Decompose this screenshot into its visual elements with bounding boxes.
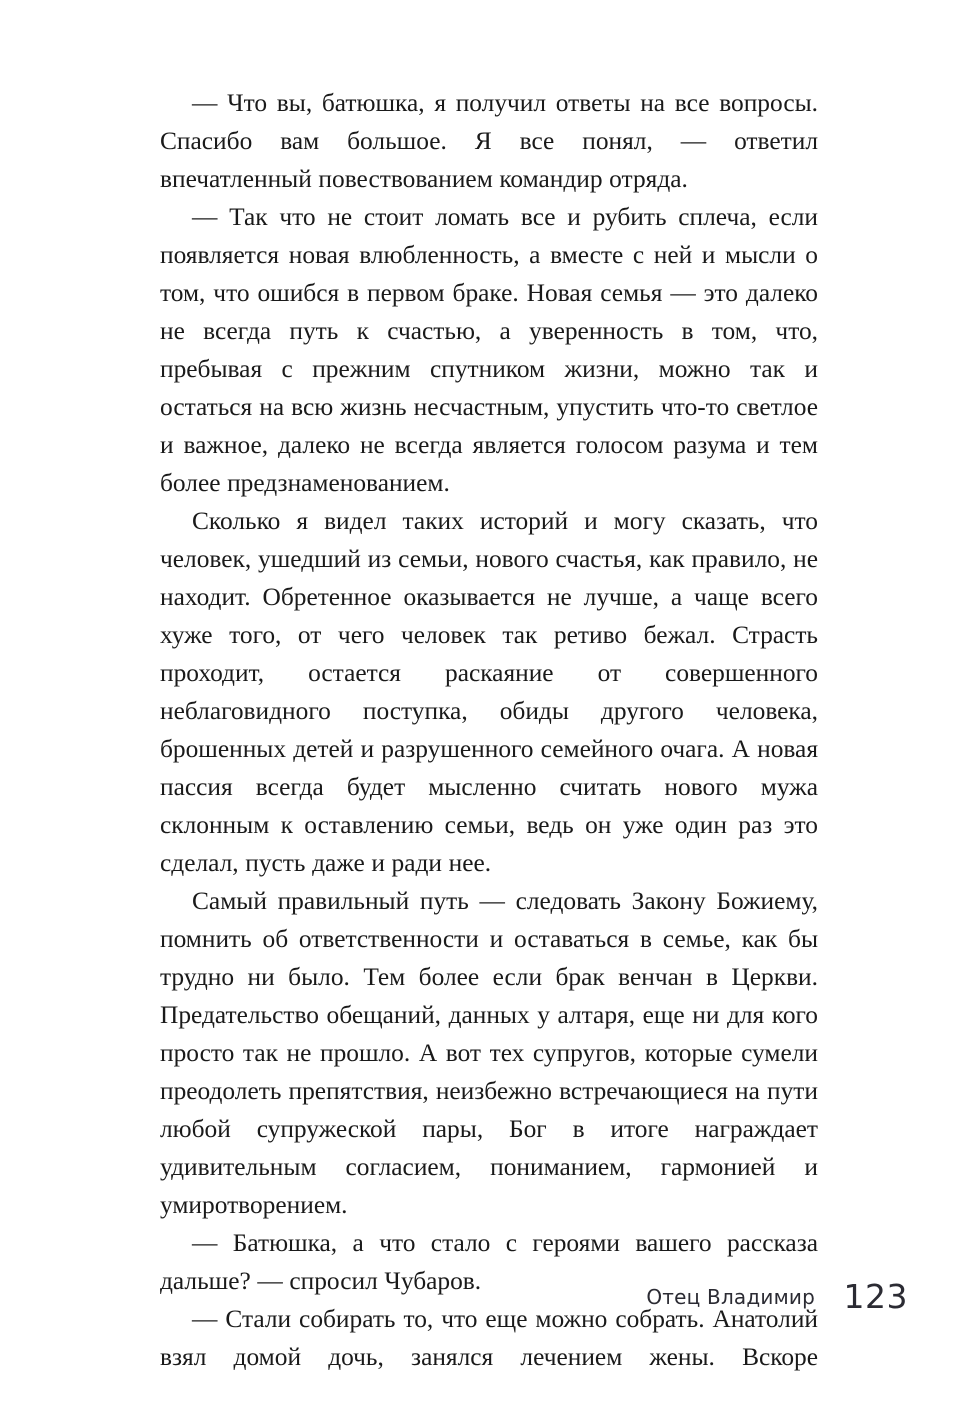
footer-author-name: Отец Владимир (646, 1285, 815, 1309)
paragraph: — Так что не стоит ломать все и рубить сплеча, если появляется новая влюбленность, а вместе с ней и мысли о том, что ошибся в первом браке. Новая семья — это далеко не всегда путь к счастью, а уверенность в том, что, пребывая с прежним спутником жизни, можно так и остаться на всю жизнь несчастным, упустить что-то светлое и важное, далеко не всегда является голосом разума и тем более предзнаменованием. (160, 203, 818, 497)
paragraph: — Батюшка, а что стало с героями вашего рассказа дальше? — спросил Чубаров. (160, 1229, 818, 1295)
paragraph: Самый правильный путь — следовать Закону Божиему, помнить об ответственности и оставаться в семье, как бы трудно ни было. Тем более если брак венчан в Церкви. Предательство обещаний, данных у алтаря, еще ни для кого просто так не прошло. А вот тех супругов, которые сумели преодолеть препятствия, неизбежно встречающиеся на пути любой супружеской пары, Бог в итоге награждает удивительным согласием, пониманием, гармонией и умиротворением. (160, 887, 818, 1219)
page-text-block (160, 84, 818, 1376)
paragraph: Сколько я видел таких историй и могу сказать, что человек, ушедший из семьи, нового счастья, как правило, не находит. Обретенное оказывается не лучше, а чаще всего хуже того, от чего человек так ретиво бежал. Страсть проходит, остается раскаяние от совершенного неблаговидного поступка, обиды другого человека, брошенных детей и разрушенного семейного очага. А новая пассия всегда будет мысленно считать нового мужа склонным к оставлению семьи, ведь он уже один раз это сделал, пусть даже и ради нее. (160, 507, 818, 877)
page-footer (0, 1277, 970, 1325)
page-number: 123 (843, 1277, 908, 1316)
paragraph: — Что вы, батюшка, я получил ответы на все вопросы. Спасибо вам большое. Я все понял, — ответил впечатленный повествованием командир отряда. (160, 89, 818, 193)
paragraph: — Стали собирать то, что еще можно собрать. Анатолий взял домой дочь, занялся лечением жены. Вскоре (160, 1305, 818, 1371)
